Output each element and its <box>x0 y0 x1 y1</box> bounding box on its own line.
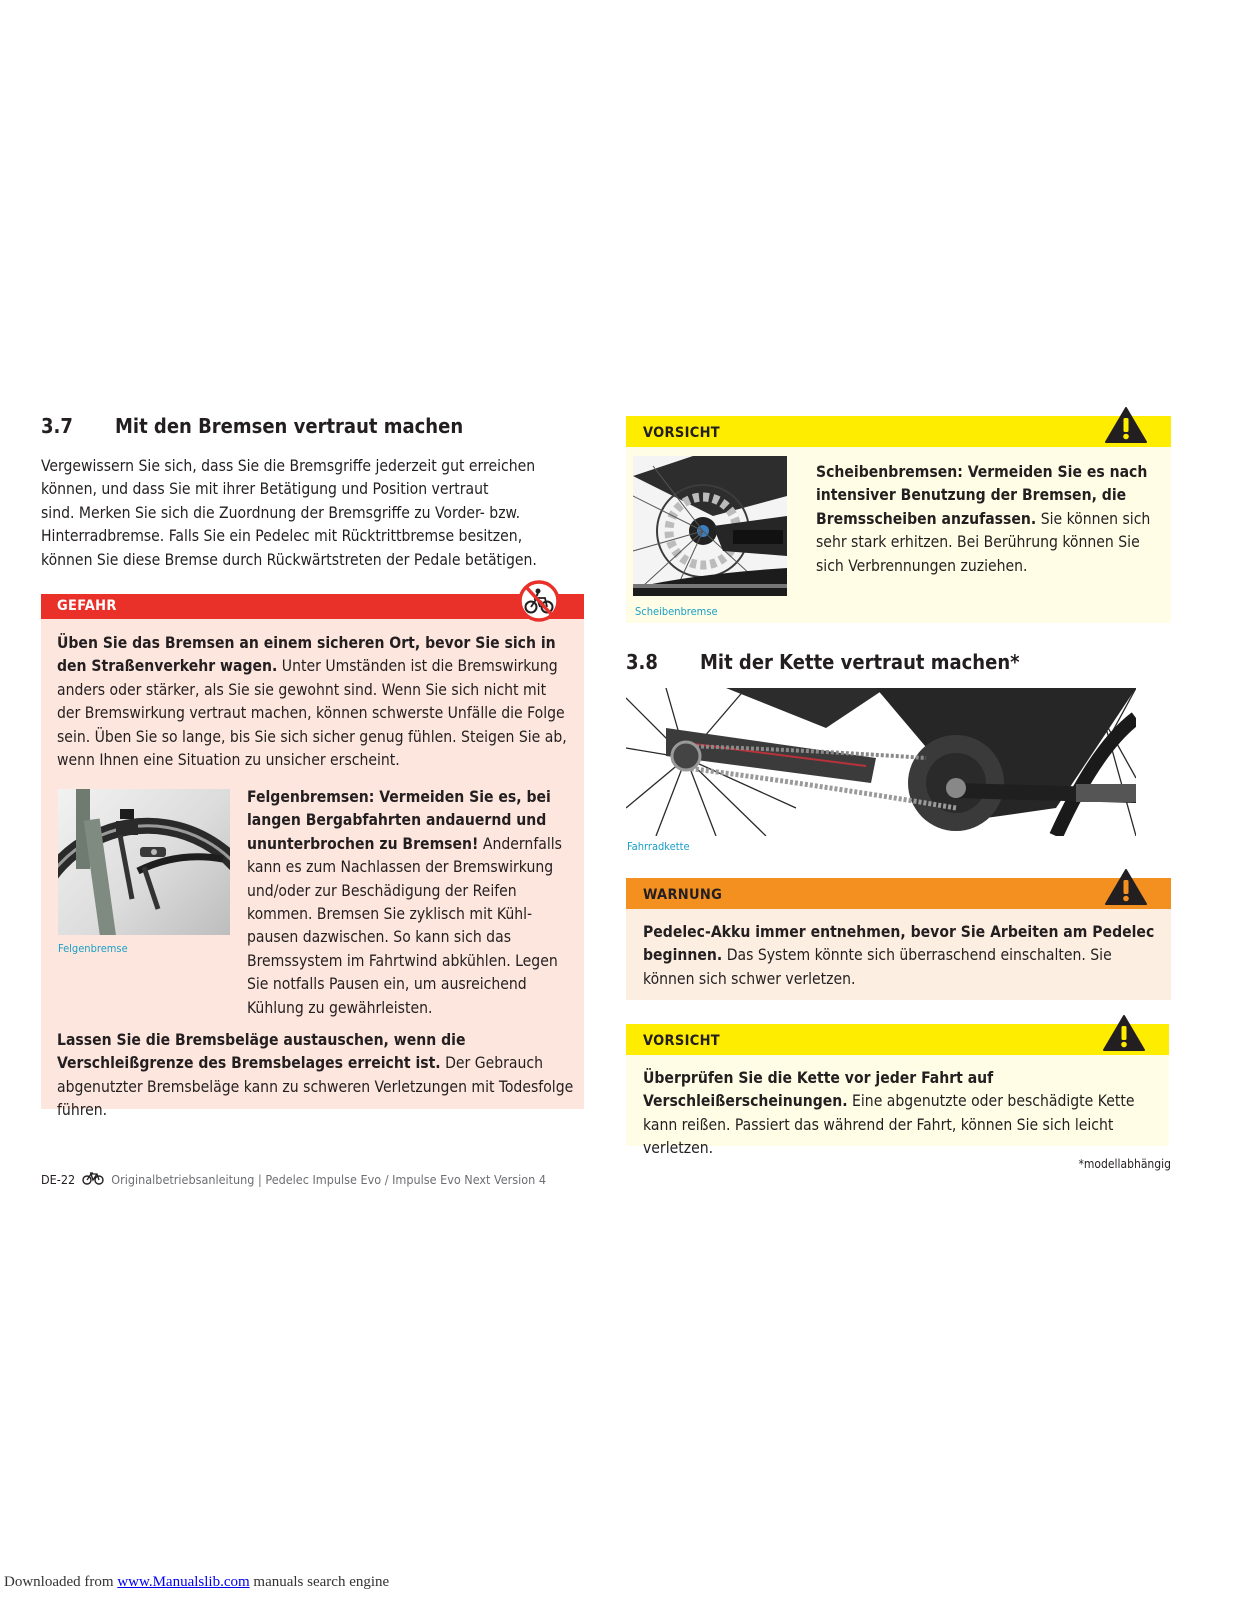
warning-triangle-icon <box>1102 1014 1146 1052</box>
section-number: 3.7 <box>41 414 73 438</box>
intro-line: Vergewissern Sie sich, dass Sie die Bremsgriffe jederzeit gut erreichen <box>41 457 536 475</box>
danger-paragraph-2 <box>247 786 565 1020</box>
disc-brake-illustration <box>633 456 787 596</box>
caution-disc-text <box>816 461 1161 578</box>
caution-header <box>626 416 1171 447</box>
no-cycling-sign-icon <box>518 580 560 622</box>
watermark-prefix: Downloaded from <box>4 1574 118 1590</box>
danger-paragraph-3 <box>57 1029 577 1123</box>
page-number: DE-22 <box>41 1172 76 1187</box>
section-3-7-intro <box>41 455 586 572</box>
caution-disc-rest: Sie können sich sehr stark erhitzen. Bei Berührung können Sie sich Verbrennungen zuziehen. <box>816 509 1151 575</box>
danger-p2-text: Andernfalls kann es zum Nachlassen der Bremswirkung und/oder zur Beschädigung der Reifen kommen. Bremsen Sie zyklisch mit Kühl-pausen dazwischen. So kann sich das Bremssystem im Fahrtwind abkühlen. Legen Sie notfalls Pausen ein, um ausreichend Kühlung zu gewährleisten. <box>247 834 562 1017</box>
warning-box <box>626 878 1171 1000</box>
section-3-8-heading <box>626 650 1166 678</box>
warning-rest: Das System könnte sich überraschend einschalten. Sie können sich schwer verletzen. <box>643 946 1112 988</box>
warning-triangle-icon <box>1104 406 1148 444</box>
warning-header <box>626 878 1171 909</box>
caution-box-chain <box>626 1024 1169 1158</box>
footer-text: Originalbetriebsanleitung | Pedelec Impulse Evo / Impulse Evo Next Version 4 <box>111 1172 547 1187</box>
danger-box <box>41 594 584 1120</box>
caution-header <box>626 1024 1169 1055</box>
section-title: Mit den Bremsen vertraut machen <box>115 414 464 438</box>
section-number: 3.8 <box>626 650 658 674</box>
intro-line: können, und dass Sie mit ihrer Betätigung und Position vertraut <box>41 480 489 499</box>
danger-p1-text: Unter Umständen ist die Bremswirkung anders oder stärker, als Sie sie gewohnt sind. Wenn Sie sich nicht mit der Bremswirkung vertraut machen, können schwerste Unfälle die Folge sein. Üben Sie so lange, bis Sie sich sicher genug fühlen. Steigen Sie ab, wenn Ihnen eine Situation zu unsicher erscheint. <box>57 657 567 770</box>
danger-p3-bold: Lassen Sie die Bremsbeläge austauschen, wenn die Verschleißgrenze des Bremsbelages erreicht ist. <box>57 1031 466 1073</box>
bicycle-icon <box>82 1172 104 1185</box>
caution-label: VORSICHT <box>643 425 721 441</box>
caution-chain-bold: Überprüfen Sie die Kette vor jeder Fahrt auf Verschleißerscheinungen. <box>643 1069 994 1111</box>
danger-header <box>41 594 584 619</box>
rim-brake-photo <box>58 789 230 935</box>
caution-chain-text <box>643 1067 1158 1161</box>
danger-p3-text: Der Gebrauch abgenutzter Bremsbeläge kann zu schweren Verletzungen mit Todesfolge führen. <box>57 1054 574 1120</box>
danger-p1-bold: Üben Sie das Bremsen an einem sicheren Ort, bevor Sie sich in den Straßenverkehr wagen. <box>57 634 556 676</box>
rim-brake-illustration <box>58 789 230 935</box>
section-3-7-heading <box>41 414 581 442</box>
bicycle-chain-caption: Fahrradkette <box>627 840 690 853</box>
danger-paragraph-1 <box>57 632 569 772</box>
download-watermark <box>4 1574 389 1591</box>
bicycle-chain-photo <box>626 688 1136 836</box>
rim-brake-caption: Felgenbremse <box>58 942 128 955</box>
section-title: Mit der Kette vertraut machen* <box>700 650 1020 674</box>
page-footer <box>41 1172 546 1190</box>
intro-line: Hinterradbremse. Falls Sie ein Pedelec mit Rücktrittbremse besitzen, <box>41 527 523 546</box>
watermark-suffix: manuals search engine <box>249 1574 390 1590</box>
caution-box-disc-brake <box>626 416 1171 623</box>
disc-brake-photo <box>633 456 787 596</box>
caution-chain-rest: Eine abgenutzte oder beschädigte Kette kann reißen. Passiert das während der Fahrt, können Sie sich leicht verletzen. <box>643 1092 1135 1158</box>
caution-label: VORSICHT <box>643 1033 721 1049</box>
intro-line: sind. Merken Sie sich die Zuordnung der Bremsgriffe zu Vorder- bzw. <box>41 503 521 522</box>
intro-line: können Sie diese Bremse durch Rückwärtstreten der Pedale betätigen. <box>41 550 537 569</box>
watermark-link[interactable]: www.Manualslib.com <box>117 1574 250 1590</box>
warning-bold: Pedelec-Akku immer entnehmen, bevor Sie Arbeiten am Pedelec beginnen. <box>643 923 1155 965</box>
warning-triangle-icon <box>1104 868 1148 906</box>
disc-brake-caption: Scheibenbremse <box>635 605 718 618</box>
bicycle-chain-illustration <box>626 688 1136 836</box>
danger-label: GEFAHR <box>57 598 117 614</box>
caution-disc-bold: Scheibenbremsen: Vermeiden Sie es nach intensiver Benutzung der Bremsen, die Bremsscheiben anzufassen. <box>816 463 1148 528</box>
footnote: *modellabhängig <box>1078 1157 1171 1171</box>
danger-p2-bold: Felgenbremsen: Vermeiden Sie es, bei langen Bergabfahrten andauernd und ununterbrochen zu Bremsen! <box>247 788 551 853</box>
warning-text <box>643 921 1158 991</box>
warning-label: WARNUNG <box>643 887 723 903</box>
